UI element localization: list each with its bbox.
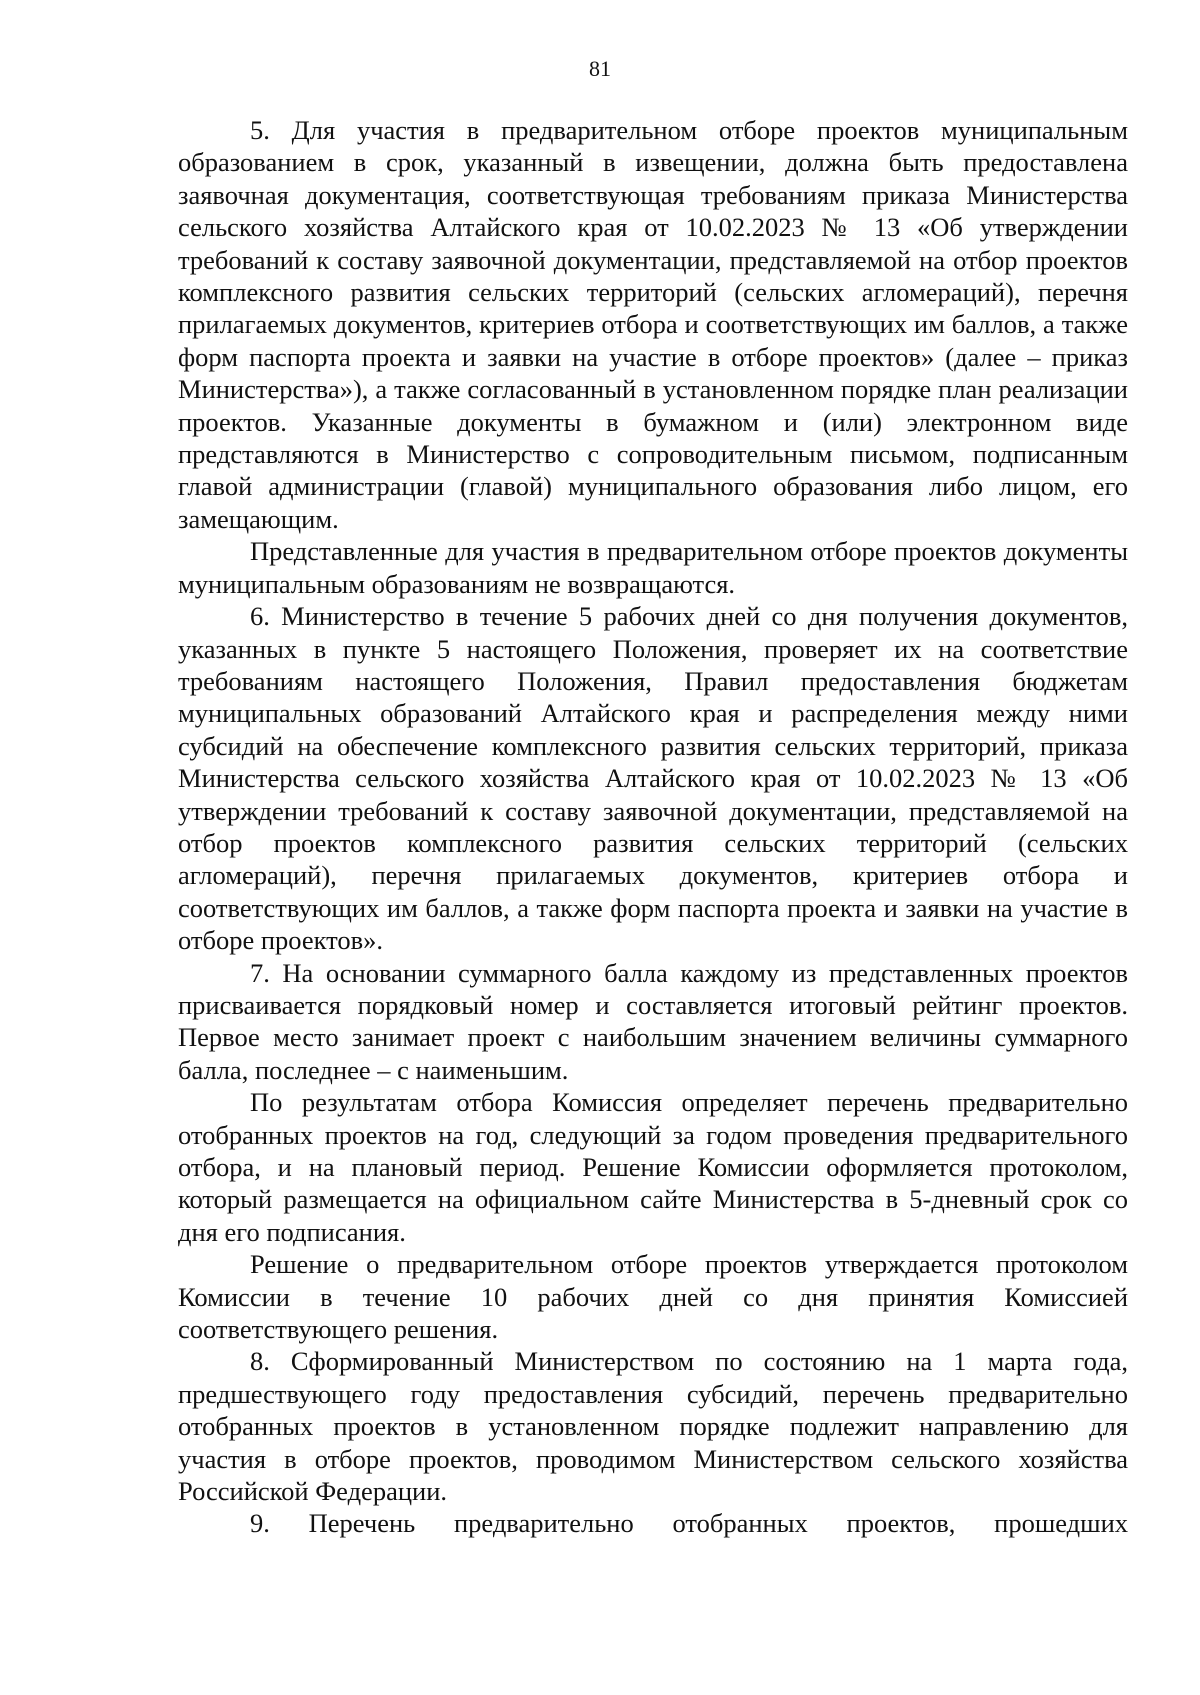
paragraph-item-9: 9. Перечень предварительно отобранных проектов, прошедших — [250, 1508, 1128, 1539]
paragraph-item-5: 5. Для участия в предварительном отборе проектов муниципальным образованием в срок, указанный в извещении, должна быть предоставлена заявочная документация, соответствующая требованиям приказа Министерства сельского хозяйства Алтайского края от 10.02.2023 № 13 «Об утверждении требований к составу заявочной документации, представляемой на отбор проектов комплексного развития сельских территорий (сельских агломераций), перечня прилагаемых документов, критериев отбора и соответствующих им баллов, а также форм паспорта проекта и заявки на участие в отборе проектов» (далее – приказ Министерства»), а также согласованный в установленном порядке план реализации проектов. Указанные документы в бумажном и (или) электронном виде представляются в Министерство с сопроводительным письмом, подписанным главой администрации (главой) муниципального образования либо лицом, его замещающим. — [178, 115, 1128, 534]
paragraph-commission-results: По результатам отбора Комиссия определяет перечень предварительно отобранных проектов на год, следующий за годом проведения предварительного отбора, и на плановый период. Решение Комиссии оформляется протоколом, который размещается на официальном сайте Министерства в 5-дневный срок со дня его подписания. — [178, 1087, 1128, 1247]
paragraph-documents-not-returned: Представленные для участия в предварительном отборе проектов документы муниципальным образованиям не возвращаются. — [178, 536, 1128, 599]
paragraph-item-6: 6. Министерство в течение 5 рабочих дней со дня получения документов, указанных в пункте 5 настоящего Положения, проверяет их на соответствие требованиям настоящего Положения, Правил предоставления бюджетам муниципальных образований Алтайского края и распределения между ними субсидий на обеспечение комплексного развития сельских территорий, приказа Министерства сельского хозяйства Алтайского края от 10.02.2023 № 13 «Об утверждении требований к составу заявочной документации, представляемой на отбор проектов комплексного развития сельских территорий (сельских агломераций), перечня прилагаемых документов, критериев отбора и соответствующих им баллов, а также форм паспорта проекта и заявки на участие в отборе проектов». — [178, 601, 1128, 956]
paragraph-item-7: 7. На основании суммарного балла каждому из представленных проектов присваивается порядковый номер и составляется итоговый рейтинг проектов. Первое место занимает проект с наибольшим значением величины суммарного балла, последнее – с наименьшим. — [178, 957, 1128, 1085]
paragraph-decision-protocol: Решение о предварительном отборе проектов утверждается протоколом Комиссии в течение 10 рабочих дней со дня принятия Комиссией соответствующего решения. — [178, 1249, 1128, 1345]
paragraph-item-8: 8. Сформированный Министерством по состоянию на 1 марта года, предшествующего году предоставления субсидий, перечень предварительно отобранных проектов в установленном порядке подлежит направлению для участия в отборе проектов, проводимом Министерством сельского хозяйства Российской Федерации. — [178, 1346, 1128, 1507]
page-number: 81 — [589, 56, 611, 81]
document-body — [178, 114, 1128, 1540]
